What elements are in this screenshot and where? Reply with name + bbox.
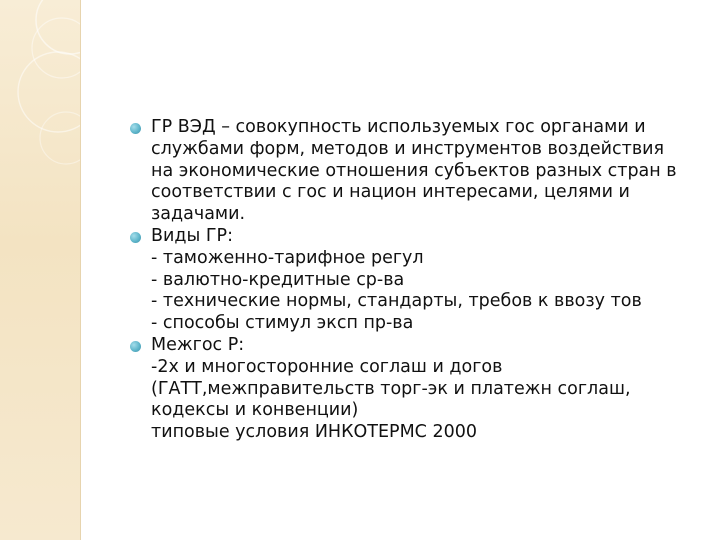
bullet-text-line: соответствии с гос и национ интересами, целями и <box>151 182 630 203</box>
bullet-text-line: - валютно-кредитные ср-ва <box>151 269 405 290</box>
decorative-circles <box>0 0 80 540</box>
bullet-text-line: на экономические отношения субъектов разных стран в <box>151 160 677 181</box>
bullet-text-line: - таможенно-тарифное регул <box>151 247 424 268</box>
bullet-item <box>130 226 695 335</box>
bullet-text-line: ГР ВЭД – совокупность используемых гос органами и <box>151 117 646 137</box>
bullet-text-line: службами форм, методов и инструментов воздействия <box>151 138 665 159</box>
slide-content <box>130 117 695 444</box>
bullet-text-line: -2х и многосторонние соглаш и догов <box>151 356 503 377</box>
bullet-item <box>130 335 695 444</box>
bullet-text-line: типовые условия ИНКОТЕРМС 2000 <box>151 422 477 443</box>
bullet-text-line: задачами. <box>151 204 246 225</box>
bullet-text-line: - способы стимул эксп пр-ва <box>151 313 414 334</box>
bullet-text-line: кодексы и конвенции) <box>151 400 359 421</box>
side-panel-edge <box>80 0 81 540</box>
bullet-icon <box>130 341 141 352</box>
bullet-icon <box>130 232 141 243</box>
bullet-text-line: Виды ГР: <box>151 225 233 246</box>
bullet-text-line: - технические нормы, стандарты, требов к ввозу тов <box>151 291 642 312</box>
decorative-side-panel <box>0 0 80 540</box>
bullet-item <box>130 117 695 226</box>
bullet-icon <box>130 123 141 134</box>
bullet-text-line: (ГАТТ,межправительств торг-эк и платежн соглаш, <box>151 378 631 399</box>
bullet-text-line: Межгос Р: <box>151 334 245 355</box>
